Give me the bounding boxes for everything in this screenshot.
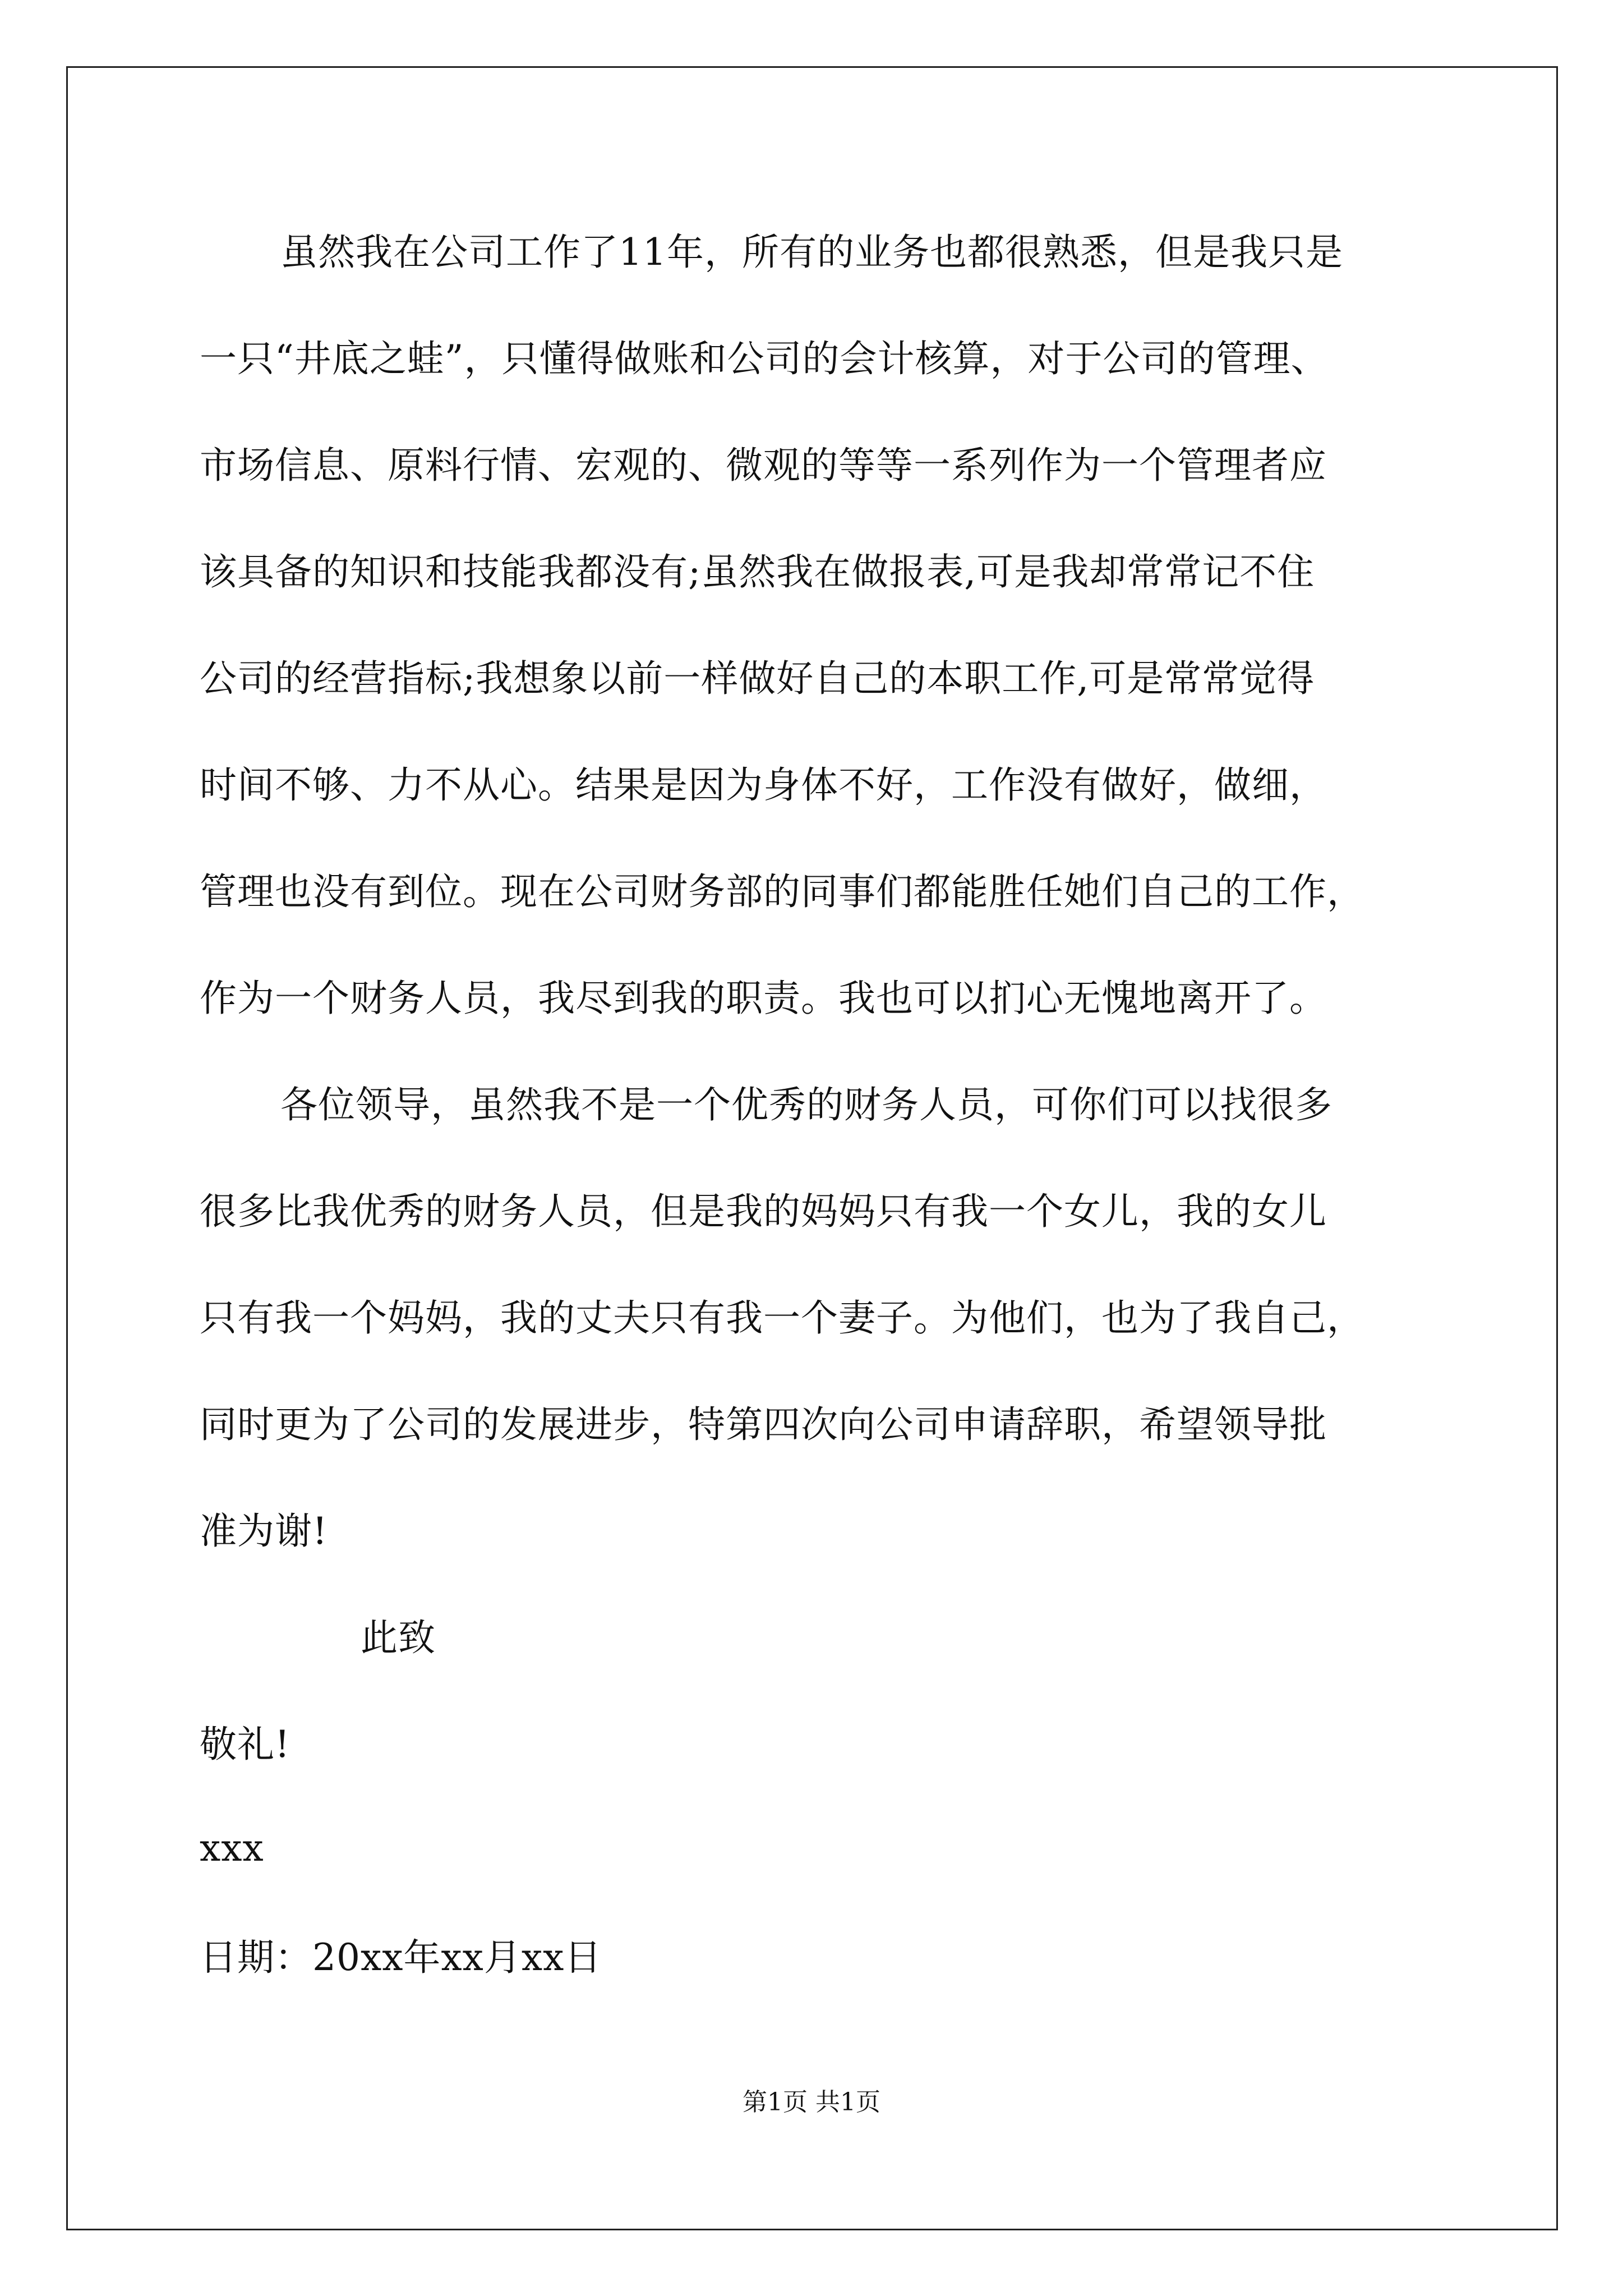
paragraph-2-line-4: 同时更为了公司的发展进步，特第四次向公司申请辞职，希望领导批: [200, 1403, 1327, 1446]
paragraph-1-line-1: 虽然我在公司工作了11年，所有的业务也都很熟悉，但是我只是: [280, 231, 1343, 274]
paragraph-2-line-3: 只有我一个妈妈，我的丈夫只有我一个妻子。为他们，也为了我自己，: [200, 1296, 1364, 1340]
signature-text: xxx: [200, 1826, 264, 1870]
paragraph-2-line-1: 各位领导，虽然我不是一个优秀的财务人员，可你们可以找很多: [280, 1083, 1332, 1126]
paragraph-2-line-5: 准为谢!: [200, 1510, 328, 1553]
paragraph-1-line-8: 作为一个财务人员，我尽到我的职责。我也可以扪心无愧地离开了。: [200, 977, 1327, 1020]
page-footer: 第1页 共1页: [743, 2088, 880, 2116]
closing-text: 此致: [361, 1616, 436, 1659]
paragraph-1-line-5: 公司的经营指标;我想象以前一样做好自己的本职工作,可是常常觉得: [200, 657, 1315, 700]
paragraph-1-line-3: 市场信息、原料行情、宏观的、微观的等等一系列作为一个管理者应: [200, 444, 1327, 487]
page-border: [66, 66, 1558, 2230]
paragraph-1-line-6: 时间不够、力不从心。结果是因为身体不好，工作没有做好，做细，: [200, 763, 1327, 807]
paragraph-1-line-2: 一只“井底之蛙”，只懂得做账和公司的会计核算，对于公司的管理、: [200, 337, 1329, 380]
date-text: 日期：20xx年xx月xx日: [200, 1936, 602, 1979]
paragraph-1-line-4: 该具备的知识和技能我都没有;虽然我在做报表,可是我却常常记不住: [200, 550, 1315, 593]
paragraph-1-line-7: 管理也没有到位。现在公司财务部的同事们都能胜任她们自己的工作，: [200, 870, 1364, 913]
salute-text: 敬礼!: [200, 1723, 291, 1766]
paragraph-2-line-2: 很多比我优秀的财务人员，但是我的妈妈只有我一个女儿，我的女儿: [200, 1190, 1327, 1233]
